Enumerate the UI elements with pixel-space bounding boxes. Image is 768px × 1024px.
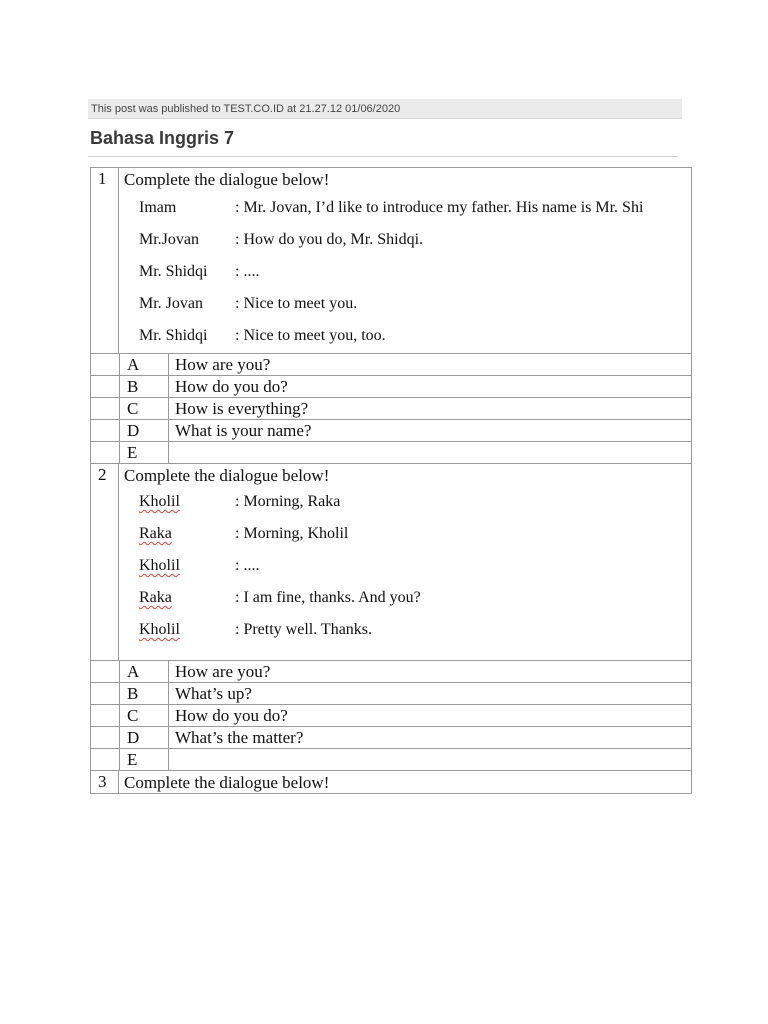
answer-option (90, 376, 692, 398)
dialogue-line (124, 231, 691, 263)
dialogue-line (124, 493, 691, 525)
option-text: How are you? (175, 662, 271, 681)
document-title: Bahasa Inggris 7 (90, 128, 235, 148)
question-row-3 (90, 771, 692, 794)
publish-banner: This post was published to TEST.CO.ID at 21.27.12 01/06/2020 (88, 99, 682, 119)
dialogue-line (124, 621, 691, 653)
option-letter: E (127, 443, 138, 462)
question-number-cell (91, 168, 119, 353)
option-text: What’s the matter? (175, 728, 304, 747)
answer-option (90, 683, 692, 705)
speaker: Imam (139, 199, 177, 216)
speaker: Mr. Shidqi (139, 263, 208, 280)
question-prompt: Complete the dialogue below! (124, 466, 330, 485)
dialogue-line (124, 263, 691, 295)
answer-option (90, 661, 692, 683)
speaker: Raka (139, 589, 172, 606)
speaker: Kholil (139, 493, 180, 510)
question-number-cell (91, 464, 119, 660)
option-letter: A (127, 355, 140, 374)
answer-option (90, 727, 692, 749)
line-text: : How do you do, Mr. Shidqi. (235, 231, 424, 248)
question-number: 1 (98, 169, 107, 188)
dialogue-line (124, 589, 691, 621)
question-prompt: Complete the dialogue below! (124, 170, 330, 189)
speaker: Mr. Shidqi (139, 327, 208, 344)
option-letter: E (127, 750, 138, 769)
question-prompt: Complete the dialogue below! (124, 773, 330, 792)
speaker: Kholil (139, 621, 180, 638)
option-letter: C (127, 399, 139, 418)
option-text: What is your name? (175, 421, 312, 440)
title-divider (88, 156, 678, 157)
line-text: : Mr. Jovan, I’d like to introduce my father. His name is Mr. Shi (235, 199, 644, 216)
dialogue-line (124, 557, 691, 589)
option-letter: D (127, 728, 140, 747)
option-letter: A (127, 662, 140, 681)
option-letter: D (127, 421, 140, 440)
question-row-2 (90, 464, 692, 661)
dialogue-line (124, 199, 691, 231)
option-text: How do you do? (175, 377, 288, 396)
question-number: 2 (98, 465, 107, 484)
line-text: : Morning, Kholil (235, 525, 349, 542)
line-text: : .... (235, 263, 260, 280)
dialogue-line (124, 525, 691, 557)
dialogue-line (124, 295, 691, 327)
option-letter: B (127, 684, 139, 703)
answer-option (90, 398, 692, 420)
dialogue (124, 199, 691, 359)
speaker: Mr.Jovan (139, 231, 199, 248)
speaker: Kholil (139, 557, 180, 574)
question-row-1 (90, 167, 692, 354)
option-text: What’s up? (175, 684, 252, 703)
question-table (90, 167, 692, 794)
answer-option (90, 749, 692, 771)
option-text: How is everything? (175, 399, 309, 418)
answer-option (90, 442, 692, 464)
option-letter: B (127, 377, 139, 396)
answer-option (90, 420, 692, 442)
option-text: How are you? (175, 355, 271, 374)
question-number: 3 (98, 772, 107, 791)
speaker: Raka (139, 525, 172, 542)
option-letter: C (127, 706, 139, 725)
line-text: : Nice to meet you, too. (235, 327, 386, 344)
line-text: : Nice to meet you. (235, 295, 358, 312)
option-text: How do you do? (175, 706, 288, 725)
question-number-cell (91, 771, 119, 793)
answer-option (90, 705, 692, 727)
speaker: Mr. Jovan (139, 295, 203, 312)
line-text: : .... (235, 557, 260, 574)
line-text: : I am fine, thanks. And you? (235, 589, 421, 606)
line-text: : Pretty well. Thanks. (235, 621, 373, 638)
line-text: : Morning, Raka (235, 493, 341, 510)
answer-option (90, 354, 692, 376)
dialogue (124, 493, 691, 653)
